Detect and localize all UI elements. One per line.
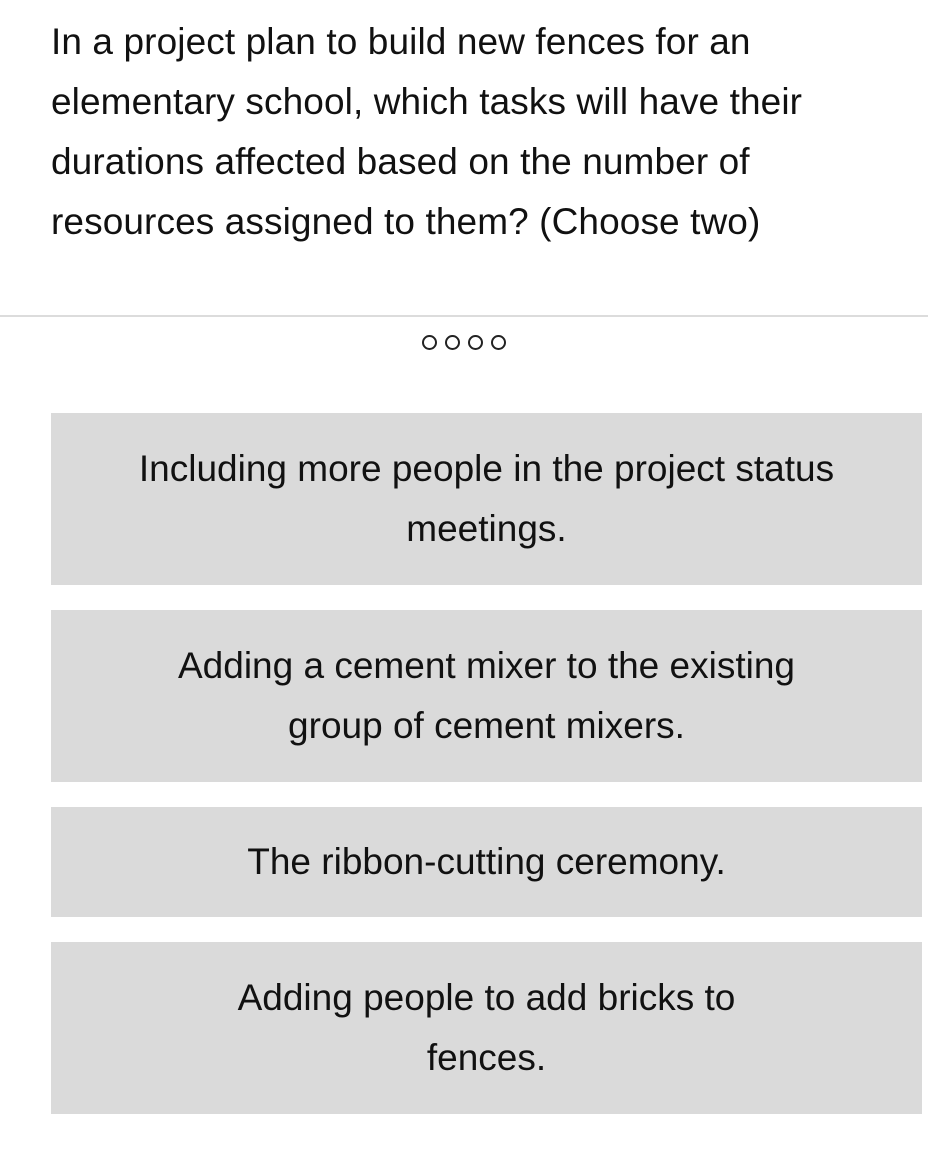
progress-dot-4 — [491, 335, 506, 350]
answer-option-label: Including more people in the project status meetings. — [138, 448, 835, 549]
answer-option-3[interactable] — [51, 807, 922, 917]
question-text: In a project plan to build new fences for an elementary school, which tasks will have their durations affected based on the number of resources assigned to them? (Choose two) — [51, 21, 803, 242]
answer-option-label: The ribbon-cutting ceremony. — [247, 841, 726, 882]
answer-option-label: Adding people to add bricks to fences. — [237, 977, 736, 1078]
progress-dot-2 — [445, 335, 460, 350]
answer-option-label: Adding a cement mixer to the existing group of cement mixers. — [178, 645, 795, 746]
progress-dot-3 — [468, 335, 483, 350]
divider — [0, 315, 928, 317]
answer-option-2[interactable] — [51, 610, 922, 782]
answer-option-4[interactable] — [51, 942, 922, 1114]
progress-indicator — [0, 335, 928, 350]
answer-option-1[interactable] — [51, 413, 922, 585]
progress-dot-1 — [422, 335, 437, 350]
